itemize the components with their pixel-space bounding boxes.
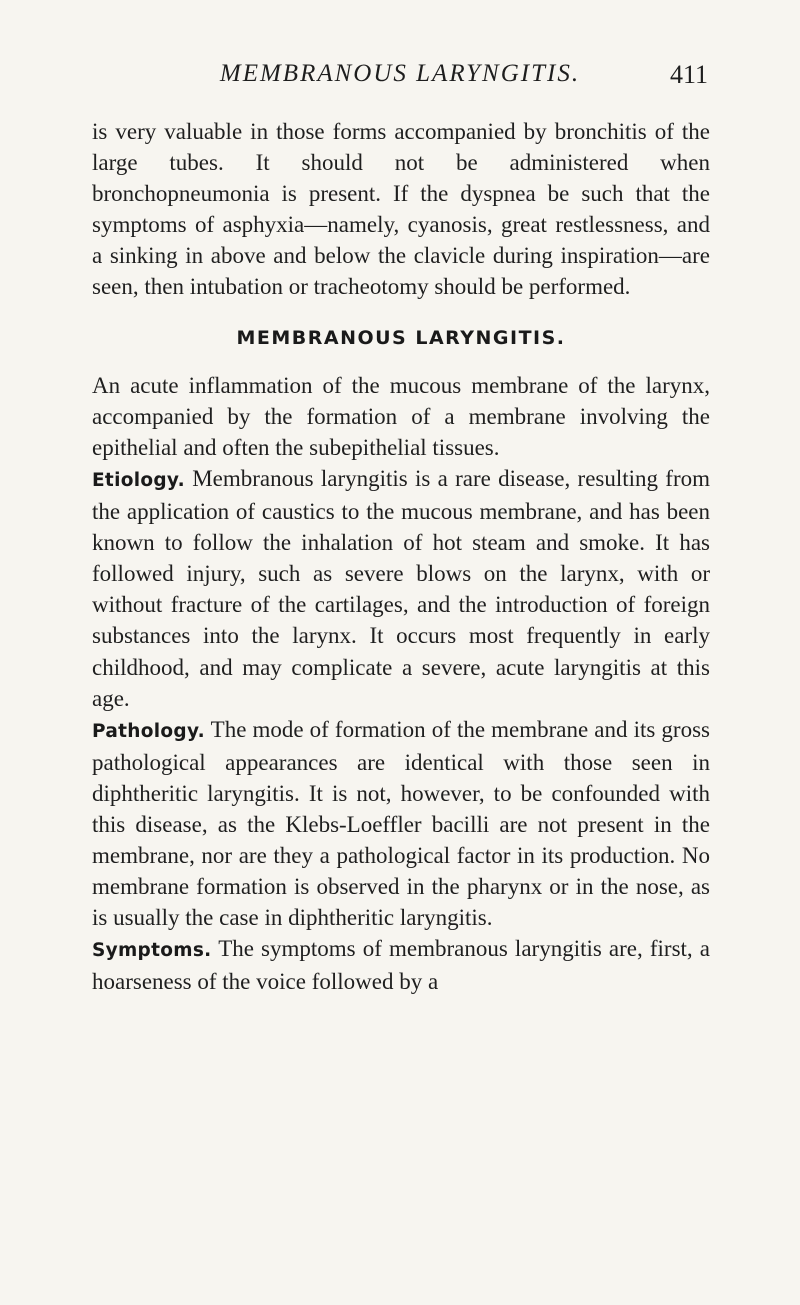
page-number: 411 bbox=[669, 60, 708, 89]
etiology-paragraph bbox=[92, 463, 710, 714]
definition-paragraph: An acute inflammation of the mucous membrane of the larynx, accompanied by the formation of a membrane involving the epithelial and often the subepithelial tissues. bbox=[92, 372, 710, 460]
pathology-text: The mode of formation of the membrane and its gross pathological appearances are identical with those seen in diphtheritic laryngitis. It is not, however, to be confounded with this disease, as the Klebs-Loeffler bacilli are not present in the membrane, nor are they a pathological factor in its production. No membrane formation is observed in the pharynx or in the nose, as is usually the case in diphtheritic laryngitis. bbox=[92, 716, 710, 931]
etiology-label: Etiology. bbox=[92, 469, 185, 491]
symptoms-text: The symptoms of membranous laryngitis are, first, a hoarseness of the voice followed by a bbox=[92, 936, 710, 995]
running-head bbox=[92, 60, 708, 100]
running-title: MEMBRANOUS LARYNGITIS. bbox=[219, 60, 581, 87]
pathology-label: Pathology. bbox=[92, 720, 205, 742]
etiology-text: Membranous laryngitis is a rare disease, resulting from the application of caustics to the mucous membrane, and has been known to follow the inhalation of hot steam and smoke. It has followed injury, such as severe blows on the larynx, with or without fracture of the cartilages, and the introduction of foreign substances into the larynx. It occurs most frequently in early childhood, and may complicate a severe, acute laryngitis at this age. bbox=[92, 465, 710, 711]
section-heading: MEMBRANOUS LARYNGITIS. bbox=[236, 326, 566, 349]
opening-paragraph: is very valuable in those forms accompanied by bronchitis of the large tubes. It should not be administered when bronchopneumonia is present. If the dyspnea be such that the symptoms of asphyxia—namely, cyanosis, great restlessness, and a sinking in above and below the clavicle during inspiration—are seen, then intubation or tracheotomy should be performed. bbox=[92, 119, 710, 300]
symptoms-paragraph bbox=[92, 933, 710, 997]
pathology-paragraph bbox=[92, 714, 710, 934]
body-text bbox=[92, 116, 710, 998]
symptoms-label: Symptoms. bbox=[92, 940, 212, 962]
